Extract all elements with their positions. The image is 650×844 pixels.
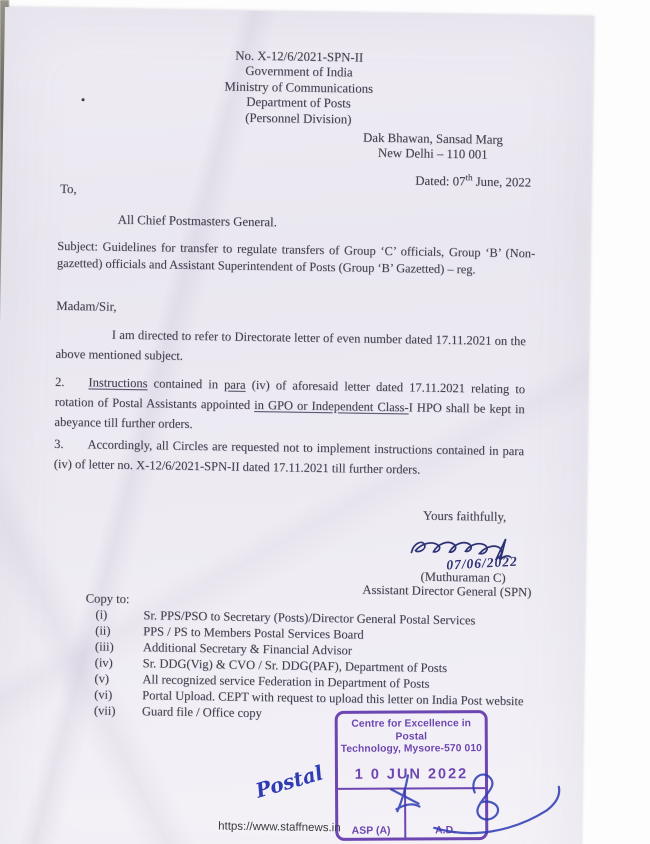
copy-to-label: Copy to: (85, 591, 130, 607)
subject-line: Subject: Guidelines for transfer to regulate transfers of Group ‘C’ officials, Group ‘B’ (Non-gazetted) officials and Assistant Superintendent of Posts (Group ‘B’ Gazetted) – reg. (56, 238, 536, 277)
letter-date-suffix: June, 2022 (472, 174, 532, 190)
paragraph-2-text-1: contained in (147, 376, 225, 392)
paragraph-1: I am directed to refer to Directorate letter of even number dated 17.11.2021 on the above mentioned subject. (55, 327, 526, 363)
paragraph-2 (54, 372, 525, 439)
copy-item-number: (i) (95, 607, 108, 622)
copy-item-number: (iv) (94, 655, 113, 670)
paragraph-2-number: 2. (55, 374, 65, 389)
signatory-title: Assistant Director General (SPN) (362, 582, 532, 600)
paragraph-2-text-3: I HPO shall be kept in abeyance till further orders. (54, 400, 525, 431)
copy-item-text: Sr. PPS/PSO to Secretary (Posts)/Director General Postal Services (143, 608, 476, 628)
letterhead (148, 47, 449, 129)
copy-item-text: Additional Secretary & Financial Advisor (142, 640, 353, 658)
signatory-name: (Muthuraman C) (420, 569, 506, 585)
copy-item-text: Portal Upload. CEPT with request to upload this letter on India Post website (142, 688, 524, 709)
copy-item-number: (iii) (94, 639, 114, 654)
paragraph-2-text-2: (iv) of aforesaid letter dated 17.11.2021 relating to rotation of Postal Assistants appointed (54, 377, 526, 412)
paragraph-3-number: 3. (54, 436, 64, 451)
copy-item-number: (ii) (95, 623, 111, 638)
stamp-received-date: 1 0 JUN 2022 (354, 765, 469, 783)
letter-paper (0, 7, 594, 844)
letter-date-prefix: Dated: 07 (415, 173, 466, 189)
reference-number: No. X-12/6/2021-SPN-II (235, 48, 364, 65)
handwritten-postal-note: Postal (252, 760, 326, 803)
watermark-url: https://www.staffnews.in (218, 820, 341, 835)
copy-item-number: (v) (94, 671, 110, 686)
stamp-office-line-2: Technology, Mysore-570 010 (340, 743, 483, 755)
office-address-line-2: New Delhi – 110 001 (377, 146, 488, 163)
addressee: All Chief Postmasters General. (117, 212, 277, 230)
org-line-4: (Personnel Division) (245, 110, 352, 127)
stamp-office-line-1: Centre for Excellence in Postal (351, 718, 472, 743)
copy-item-text: Sr. DDG(Vig) & CVO / Sr. DDG(PAF), Department of Posts (142, 656, 448, 676)
paragraph-2-underlined-2: para (224, 377, 246, 392)
copy-item-text: PPS / PS to Members Postal Services Board (143, 624, 364, 642)
paragraph-2-underlined-1: Instructions (88, 375, 148, 391)
salutation: Madam/Sir, (56, 298, 117, 314)
letter-date (415, 171, 531, 190)
office-address (363, 131, 503, 164)
paragraph-2-underlined-3: in GPO or Independent Class- (254, 397, 409, 415)
to-label: To, (60, 181, 77, 197)
copy-item-number: (vii) (93, 703, 116, 718)
org-line-1: Government of India (245, 64, 353, 80)
copy-to-list (94, 606, 531, 725)
letter-date-ordinal: th (465, 172, 473, 183)
org-line-2: Ministry of Communications (224, 79, 374, 96)
org-line-3: Department of Posts (246, 95, 351, 111)
paragraph-3 (54, 434, 525, 481)
copy-item-text: All recognized service Federation in Department of Posts (142, 672, 430, 691)
handwritten-sign-date: 07/06/2022 (445, 553, 519, 573)
paragraph-3-text: Accordingly, all Circles are requested not to implement instructions contained in para (iv) of letter no. X-12/6/2021-SPN-II dated 17.11.2021 till further orders. (53, 437, 525, 477)
stamp-ad-label: A.D. (435, 824, 457, 837)
scan-speck (82, 98, 85, 101)
copy-item-text: Guard file / Office copy (141, 704, 262, 721)
office-address-line-1: Dak Bhawan, Sansad Marg (362, 130, 503, 147)
copy-item-number: (vi) (94, 687, 113, 702)
closing-phrase: Yours faithfully, (422, 508, 507, 524)
stamp-ink-initials (322, 752, 594, 844)
stamp-asp-label: ASP (A) (351, 824, 391, 837)
